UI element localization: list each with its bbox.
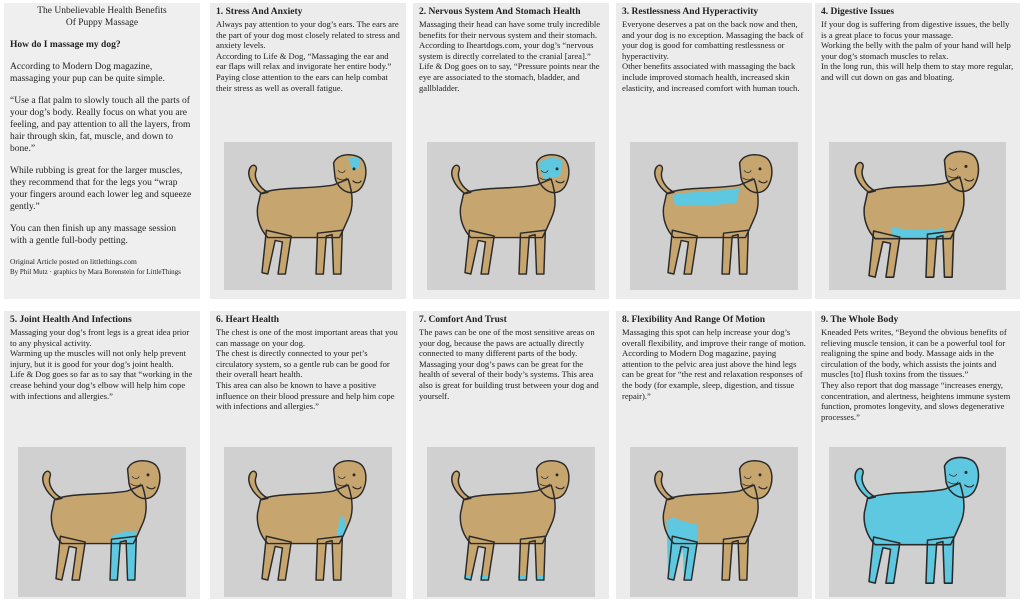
benefit-panel-8 <box>616 311 812 599</box>
dog-illustration <box>630 447 798 597</box>
panel-text: Massaging this spot can help increase your dog’s overall flexibility, and improve their range of motion. According to Modern Dog magazine, paying attention to the pelvic area just above the hind legs can be great for “the rest and relaxation responses of the body (for example, sleep, digestion, and tissue repair).” <box>622 327 806 401</box>
benefit-panel-5 <box>4 311 200 599</box>
source-note: Original Article posted on littlethings.com <box>10 257 137 266</box>
dog-illustration <box>18 447 186 597</box>
benefit-panel-1 <box>210 3 406 299</box>
dog-icon <box>224 447 392 597</box>
panel-title: 1. Stress And Anxiety <box>216 7 303 17</box>
dog-illustration <box>427 447 595 597</box>
intro-title-line2: Of Puppy Massage <box>65 18 139 28</box>
intro-question: How do I massage my dog? <box>10 40 121 50</box>
byline: By Phil Mutz · graphics by Mara Borenstein for LittleThings <box>10 268 181 276</box>
intro-title-line1: The Unbelievable Health Benefits <box>37 6 167 16</box>
intro-paragraph-1: According to Modern Dog magazine, massaging your pup can be quite simple. <box>10 62 165 84</box>
dog-illustration <box>224 447 392 597</box>
intro-panel <box>4 3 200 299</box>
dog-icon <box>630 142 798 290</box>
dog-illustration <box>427 142 595 290</box>
panel-text: The paws can be one of the most sensitive areas on your dog, because the paws are actually directly connected to many different parts of the body. Massaging your dog’s paws can be great for the health of several of their body’s systems. This area also is great for building trust between your dog and yourself. <box>419 327 599 401</box>
panel-title: 3. Restlessness And Hyperactivity <box>622 7 759 17</box>
panel-title: 7. Comfort And Trust <box>419 315 507 325</box>
panel-text: Massaging their head can have some truly incredible benefits for their nervous system and their stomach. According to Iheartdogs.com, your dog’s “nervous system is directly correlated to the cranial [area].” Life & Dog goes on to say, “Pressure points near the eye are associated to the stomach, bladder, and gallbladder. <box>419 19 601 93</box>
panel-text: Always pay attention to your dog’s ears. The ears are the part of your dog most closely related to stress and anxiety levels. According to Life & Dog, “Massaging the ear and ear flaps will relax and invigorate her entire body.” Paying close attention to the ears can help combat their stress as well as overall fatigue. <box>216 19 400 93</box>
panel-title: 4. Digestive Issues <box>821 7 895 17</box>
panel-text: Kneaded Pets writes, “Beyond the obvious benefits of relieving muscle tension, it can be a powerful tool for realigning the spine and body. Massage aids in the circulation of the body, which assists the joints and muscles [to] flush toxins from the tissues.” They also report that dog massage “increases energy, concentration, and alertness, heightens immune system function, promotes longevity, and slows degenerative processes.” <box>821 327 1011 422</box>
intro-paragraph-4: You can then finish up any massage session with a gentle full-body petting. <box>10 224 177 246</box>
benefit-panel-9 <box>815 311 1020 599</box>
dog-illustration <box>829 447 1006 597</box>
benefit-panel-7 <box>413 311 609 599</box>
intro-title <box>10 5 194 29</box>
intro-paragraph-3: While rubbing is great for the larger muscles, they recommend that for the legs you “wrap your fingers around each lower leg and squeeze gently.” <box>10 166 192 212</box>
dog-icon <box>630 447 798 597</box>
dog-illustration <box>630 142 798 290</box>
panel-text: Everyone deserves a pat on the back now and then, and your dog is no exception. Massaging the back of your dog is good for combatting restlessness or hyperactivity. Other benefits associated with massaging the back include improved stomach health, increased skin elasticity, and increased comfort with human touch. <box>622 19 804 93</box>
panel-title: 2. Nervous System And Stomach Health <box>419 7 581 17</box>
dog-icon <box>18 447 186 597</box>
dog-icon <box>427 142 595 290</box>
dog-illustration <box>829 142 1006 290</box>
benefit-panel-4 <box>815 3 1020 299</box>
panel-title: 9. The Whole Body <box>821 315 899 325</box>
benefit-panel-6 <box>210 311 406 599</box>
panel-title: 8. Flexibility And Range Of Motion <box>622 315 766 325</box>
panel-text: The chest is one of the most important areas that you can massage on your dog. The chest is directly connected to your pet’s circulatory system, so a gentle rub can be good for their overall heart health. This area can also be known to have a positive influence on their blood pressure and help him cope with infections and allergies.” <box>216 327 398 412</box>
dog-icon <box>829 142 1006 290</box>
dog-icon <box>829 447 1006 597</box>
benefit-panel-3 <box>616 3 812 299</box>
benefit-panel-2 <box>413 3 609 299</box>
panel-title: 6. Heart Health <box>216 315 280 325</box>
dog-icon <box>427 447 595 597</box>
dog-icon <box>224 142 392 290</box>
panel-text: If your dog is suffering from digestive issues, the belly is a great place to focus your massage. Working the belly with the palm of your hand will help your dog’s stomach muscles to relax. In the long run, this will help them to stay more regular, and will cut down on gas and bloating. <box>821 19 1014 82</box>
panel-title: 5. Joint Health And Infections <box>10 315 132 325</box>
intro-paragraph-2: “Use a flat palm to slowly touch all the parts of your dog’s body. Really focus on what you are feeling, and pay attention to all the layers, from hair through skin, fat, muscle, and down to bone.” <box>10 96 191 154</box>
dog-illustration <box>224 142 392 290</box>
panel-text: Massaging your dog’s front legs is a great idea prior to any physical activity. Warming up the muscles will not only help prevent injury, but it is good for your dog’s joint health. Life & Dog goes so far as to say that “working in the crease behind your dog’s elbow will help him cope with infections and allergies.” <box>10 327 193 401</box>
